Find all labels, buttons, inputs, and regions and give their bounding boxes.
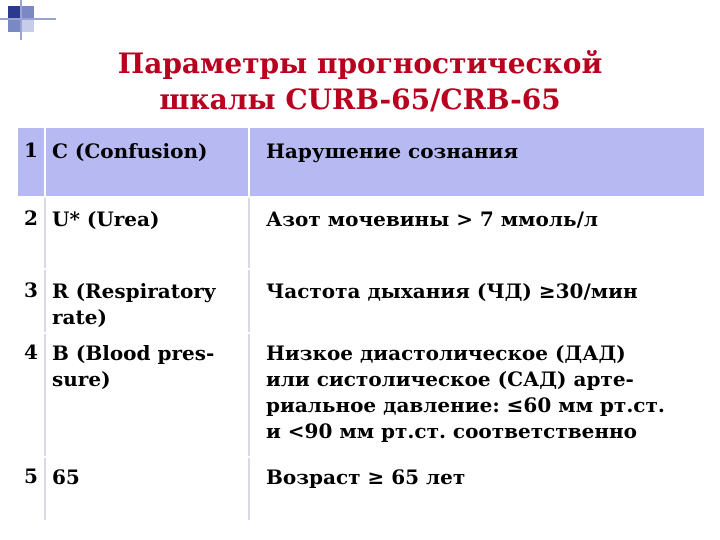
criteria-table [18,128,704,520]
deco-line [0,18,56,20]
deco-line [20,0,22,40]
description-cell: Нарушение сознания [256,128,704,196]
title-line-1: Параметры прогностической [117,47,603,80]
row-number: 1 [18,128,44,196]
description-cell: Азот мочевины > 7 ммоль/л [266,207,598,231]
column-divider [248,128,250,196]
corner-decoration [0,0,60,40]
deco-square [22,20,34,32]
slide-title [60,46,660,118]
title-line-2: шкалы CURB-65/CRB-65 [159,83,561,116]
column-divider [44,334,46,456]
deco-square [22,6,34,18]
description-cell: Низкое диастолическое (ДАД) или систолическое (САД) арте- риальное давление: ≤60 мм рт.ст. и <90 мм рт.ст. соответственно [266,341,665,443]
table-row [18,196,704,268]
table-row [18,332,704,456]
row-number: 4 [24,340,38,364]
parameter-cell: C (Confusion) [44,128,256,196]
parameter-cell: R (Respiratory rate) [52,279,216,329]
table-row [18,128,704,196]
row-number: 5 [24,464,38,488]
table-row [18,268,704,332]
table-row [18,456,704,520]
column-divider [248,198,250,268]
column-divider [44,458,46,520]
row-number: 2 [24,206,38,230]
column-divider [248,270,250,332]
deco-square [8,6,20,18]
parameter-cell: 65 [52,465,80,489]
description-cell: Возраст ≥ 65 лет [266,465,466,489]
deco-square [8,20,20,32]
column-divider [44,198,46,268]
description-cell: Частота дыхания (ЧД) ≥30/мин [266,279,638,303]
column-divider [44,270,46,332]
parameter-cell: U* (Urea) [52,207,160,231]
row-number: 3 [24,278,38,302]
column-divider [248,334,250,456]
parameter-cell: B (Blood pres- sure) [52,341,215,391]
column-divider [44,128,46,196]
column-divider [248,458,250,520]
